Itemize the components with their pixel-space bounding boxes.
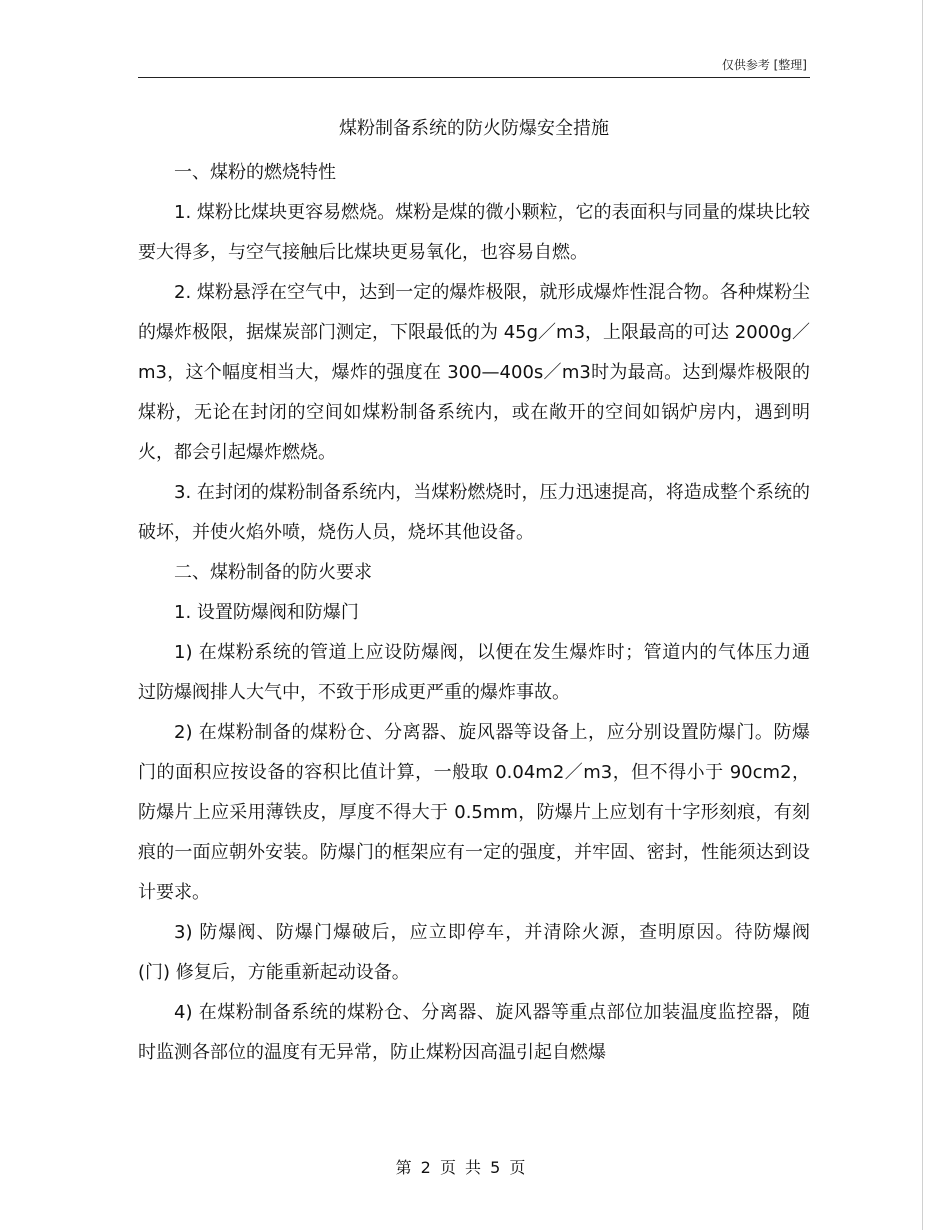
subsection-heading: 1. 设置防爆阀和防爆门 xyxy=(174,602,359,623)
page-number: 第 2 页 共 5 页 xyxy=(395,1158,528,1177)
document-body xyxy=(138,153,810,1073)
paragraph: 2) 在煤粉制备的煤粉仓、分离器、旋风器等设备上，应分别设置防爆门。防爆门的面积应按设备的容积比值计算，一般取 0.04m2／m3，但不得小于 90cm2，防爆片上应采用薄铁皮，厚度不得大于 0.5mm，防爆片上应划有十字形刻痕，有刻痕的一面应朝外安装。防爆门的框架应有一定的强度，并牢固、密封，性能须达到设计要求。 xyxy=(138,722,810,903)
paragraph: 3) 防爆阀、防爆门爆破后，应立即停车，并清除火源，查明原因。待防爆阀 (门) 修复后，方能重新起动设备。 xyxy=(138,922,810,983)
paragraph: 1) 在煤粉系统的管道上应设防爆阀，以便在发生爆炸时；管道内的气体压力通过防爆阀排人大气中，不致于形成更严重的爆炸事故。 xyxy=(138,642,810,703)
section-heading-2: 二、煤粉制备的防火要求 xyxy=(174,562,372,583)
paragraph: 2. 煤粉悬浮在空气中，达到一定的爆炸极限，就形成爆炸性混合物。各种煤粉尘的爆炸极限，据煤炭部门测定，下限最低的为 45g／m3，上限最高的可达 2000g／m3，这个幅度相当大，爆炸的强度在 300—400s／m3时为最高。达到爆炸极限的煤粉，无论在封闭的空间如煤粉制备系统内，或在敞开的空间如锅炉房内，遇到明火，都会引起爆炸燃烧。 xyxy=(138,282,810,463)
header-note: 仅供参考 [整理] xyxy=(721,58,807,72)
header-divider xyxy=(138,77,810,78)
section-heading-1: 一、煤粉的燃烧特性 xyxy=(174,162,336,183)
paragraph: 4) 在煤粉制备系统的煤粉仓、分离器、旋风器等重点部位加装温度监控器，随时监测各部位的温度有无异常，防止煤粉因高温引起自燃爆 xyxy=(138,1002,810,1063)
paragraph: 3. 在封闭的煤粉制备系统内，当煤粉燃烧时，压力迅速提高，将造成整个系统的破坏，并使火焰外喷，烧伤人员，烧坏其他设备。 xyxy=(138,482,810,543)
document-title: 煤粉制备系统的防火防爆安全措施 xyxy=(339,118,609,139)
paragraph: 1. 煤粉比煤块更容易燃烧。煤粉是煤的微小颗粒，它的表面积与同量的煤块比较要大得多，与空气接触后比煤块更易氧化，也容易自燃。 xyxy=(138,202,810,263)
